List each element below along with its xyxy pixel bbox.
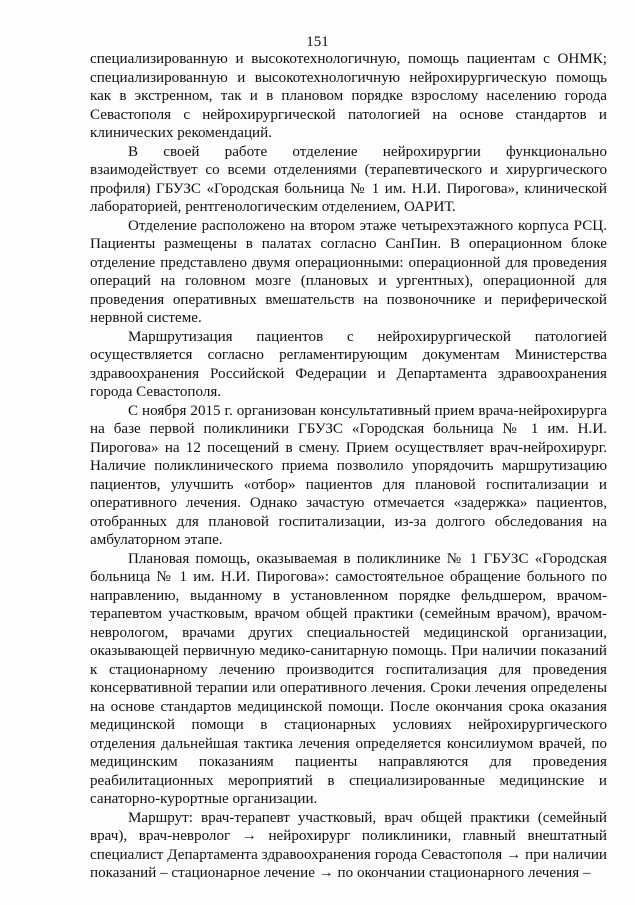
- paragraph-patient-routing: Маршрутизация пациентов с нейрохирургической патологией осуществляется согласно регламентирующим документам Министерства здравоохранения Российской Федерации и Департамента здравоохранения города Севастополя.: [90, 328, 607, 400]
- paragraph-consultative-reception: С ноября 2015 г. организован консультативный прием врача-нейрохирурга на базе первой поликлиники ГБУЗС «Городская больница № 1 им. Н.И. Пирогова» на 12 посещений в смену. Прием осуществляет врач-нейрохирург. Наличие поликлинического приема позволило упорядочить маршрутизацию пациентов, улучшить «отбор» пациентов для плановой госпитализации и оперативного лечения. Однако зачастую отмечается «задержка» пациентов, отобранных для плановой госпитализации, из-за долгого обследования на амбулаторном этапе.: [90, 402, 607, 548]
- paragraph-department-cooperation: В своей работе отделение нейрохирургии функционально взаимодействует со всеми отделениями (терапевтического и хирургического профиля) ГБУЗС «Городская больница № 1 им. Н.И. Пирогова», клинической лабораторией, рентгенологическим отделением, ОАРИТ.: [90, 143, 607, 215]
- paragraph-department-location: Отделение расположено на втором этаже четырехэтажного корпуса РСЦ. Пациенты размещены в палатах согласно СанПин. В операционном блоке отделение представлено двумя операционными: операционной для проведения операций на головном мозге (плановых и ургентных), операционной для проведения оперативных вмешательств на позвоночнике и периферической нервной системе.: [90, 217, 607, 326]
- body-text: [90, 50, 607, 883]
- page-number: 151: [306, 34, 329, 50]
- paragraph-planned-care: Плановая помощь, оказываемая в поликлинике № 1 ГБУЗС «Городская больница № 1 им. Н.И. Пирогова»: самостоятельное обращение больного по направлению, выданному в установленном порядке фельдшером, врачом-терапевтом участковым, врачом общей практики (семейным врачом), врачом-неврологом, врачами других специальностей медицинской организации, оказывающей первичную медико-санитарную помощь. При наличии показаний к стационарному лечению производится госпитализация для проведения консервативной терапии или оперативного лечения. Сроки лечения определены на основе стандартов медицинской помощи. После окончания срока оказания медицинской помощи в стационарных условиях нейрохирургического отделения дальнейшая тактика лечения определяется консилиумом врачей, по медицинским показаниям пациенты направляются для проведения реабилитационных мероприятий в специализированные медицинские и санаторно-курортные организации.: [90, 550, 607, 807]
- paragraph-specialized-care: специализированную и высокотехнологичную, помощь пациентам с ОНМК; специализированную и высокотехнологичную нейрохирургическую помощь как в экстренном, так и в плановом порядке взрослому населению города Севастополя с нейрохирургической патологией на основе стандартов и клинических рекомендаций.: [90, 51, 607, 141]
- paragraph-route: Маршрут: врач-терапевт участковый, врач общей практики (семейный врач), врач-невролог → нейрохирург поликлиники, главный внештатный специалист Департамента здравоохранения города Севастополя → при наличии показаний – стационарное лечение → по окончании стационарного лечения –: [90, 809, 607, 881]
